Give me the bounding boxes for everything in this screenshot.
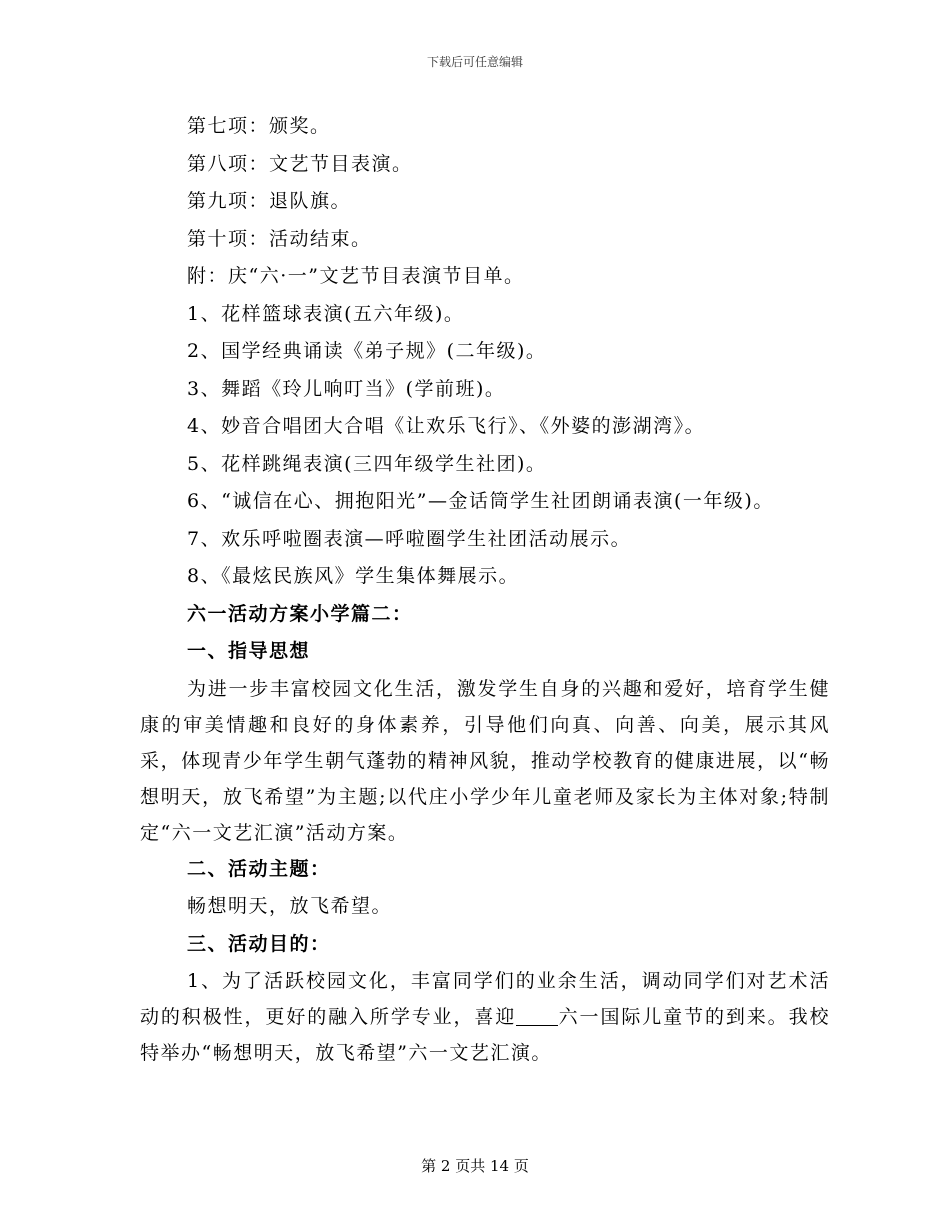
program-item-10: 第十项：活动结束。 xyxy=(187,227,372,250)
paragraph-purpose xyxy=(140,963,830,1071)
heading-purpose: 三、活动目的： xyxy=(187,932,331,955)
show-item-6: 6、“诚信在心、拥抱阳光”—金话筒学生社团朗诵表演(一年级)。 xyxy=(187,490,774,512)
paragraph-guiding-thought: 为进一步丰富校园文化生活，激发学生自身的兴趣和爱好，培育学生健康的审美情趣和良好的身体素养，引导他们向真、向善、向美，展示其风采，体现青少年学生朝气蓬勃的精神风貌，推动学校教育的健康进展，以“畅想明天，放飞希望”为主题;以代庄小学少年儿童老师及家长为主体对象;特制定“六一文艺汇演”活动方案。 xyxy=(140,677,830,844)
section-title: 六一活动方案小学篇二： xyxy=(187,602,413,625)
page-footer: 第 2 页共 14 页 xyxy=(421,1157,529,1175)
blank-underline xyxy=(516,1005,558,1026)
show-item-7: 7、欢乐呼啦圈表演—呼啦圈学生社团活动展示。 xyxy=(187,527,632,550)
show-item-4: 4、妙音合唱团大合唱《让欢乐飞行》、《外婆的澎湖湾》。 xyxy=(187,415,706,437)
program-item-9: 第九项：退队旗。 xyxy=(187,190,352,212)
appendix-title: 附：庆“六·一”文艺节目表演节目单。 xyxy=(187,265,525,287)
show-item-3: 3、舞蹈《玲儿响叮当》(学前班)。 xyxy=(187,377,506,400)
show-item-8: 8、《最炫民族风》学生集体舞展示。 xyxy=(187,565,520,587)
page-header: 下载后可任意编辑 xyxy=(426,55,523,69)
show-item-1: 1、花样篮球表演(五六年级)。 xyxy=(187,302,465,325)
program-item-8: 第八项：文艺节目表演。 xyxy=(187,152,413,175)
heading-guiding-thought: 一、指导思想 xyxy=(187,640,311,662)
show-item-5: 5、花样跳绳表演(三四年级学生社团)。 xyxy=(187,452,547,475)
purpose-text-start: 1、为了活跃校园文化，丰富同学们的业余生活，调动同学们对艺术活动的积极性，更好的融入所学专业，喜迎 xyxy=(140,970,830,1028)
theme-text: 畅想明天，放飞希望。 xyxy=(187,895,393,917)
document-body xyxy=(140,108,830,1071)
heading-theme: 二、活动主题： xyxy=(187,857,331,880)
program-item-7: 第七项：颁奖。 xyxy=(187,115,331,137)
purpose-text-end: 六一国际儿童节的到来。我校特举办“畅想明天，放飞希望”六一文艺汇演。 xyxy=(140,1006,830,1064)
show-item-2: 2、国学经典诵读《弟子规》(二年级)。 xyxy=(187,340,547,362)
